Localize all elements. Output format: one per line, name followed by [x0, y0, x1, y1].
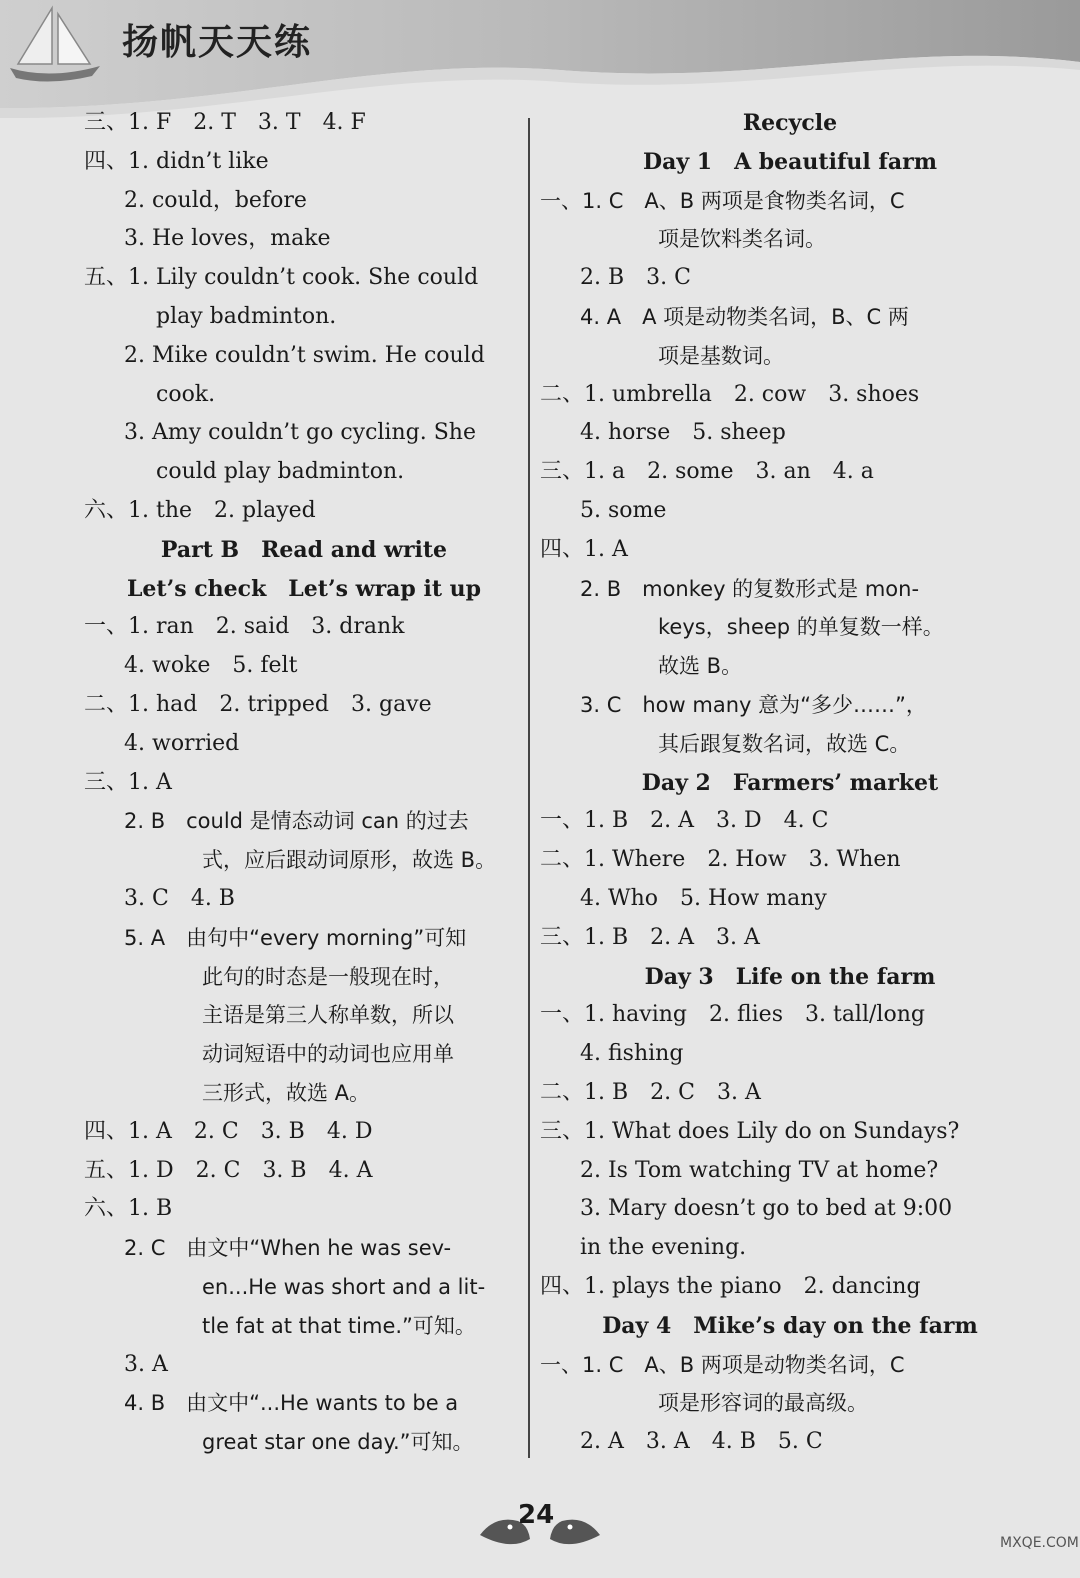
answer-line: 主语是第三人称单数，所以 — [202, 1003, 454, 1028]
answer-line: 此句的时态是一般现在时， — [202, 964, 454, 989]
answer-line: 2. Is Tom watching TV at home? — [580, 1157, 939, 1183]
right-column — [540, 104, 1040, 1462]
answer-line: 项是基数词。 — [658, 343, 784, 368]
answer-line: 3. Mary doesn’t go to bed at 9:00 — [580, 1196, 953, 1222]
answer-line: 5. A 由句中“every morning”可知 — [124, 925, 467, 950]
section-heading: Day 1 A beautiful farm — [642, 148, 938, 175]
answer-line: 二、1. Where 2. How 3. When — [540, 847, 901, 873]
answer-line: 三、1. What does Lily do on Sundays? — [540, 1118, 960, 1144]
answer-line: 5. some — [580, 497, 667, 523]
answer-line: 五、1. Lily couldn’t cook. She could — [84, 265, 479, 291]
answer-line: 4. fishing — [580, 1041, 684, 1067]
answer-line: 六、1. the 2. played — [84, 497, 316, 523]
site-watermark: MXQE.COM — [1000, 1535, 1079, 1551]
answer-line: 4. woke 5. felt — [124, 653, 298, 679]
answer-line: could play badminton. — [156, 459, 405, 485]
column-divider — [528, 118, 530, 1458]
page-header — [0, 0, 1080, 118]
answer-line: 四、1. plays the piano 2. dancing — [540, 1273, 921, 1299]
answer-line: 2. Mike couldn’t swim. He could — [124, 342, 485, 368]
answer-line: 三、1. B 2. A 3. A — [540, 924, 760, 950]
section-heading: Day 2 Farmers’ market — [641, 769, 939, 796]
answer-line: cook. — [156, 381, 216, 407]
page-number: 24 — [518, 1500, 555, 1530]
answer-line: keys，sheep 的单复数一样。 — [658, 615, 944, 640]
answer-line: great star one day.”可知。 — [202, 1430, 474, 1455]
answer-line: 六、1. B — [84, 1196, 173, 1222]
answer-line: 一、1. B 2. A 3. D 4. C — [540, 808, 829, 834]
answer-line: 其后跟复数名词，故选 C。 — [658, 731, 911, 756]
answer-line: 一、1. ran 2. said 3. drank — [84, 614, 405, 640]
answer-line: 2. could，before — [124, 187, 307, 213]
answer-line: 三、1. a 2. some 3. an 4. a — [540, 459, 874, 485]
answer-line: 4. B 由文中“...He wants to be a — [124, 1391, 459, 1416]
answer-line: 项是饮料类名词。 — [658, 227, 826, 252]
answer-line: 四、1. A — [540, 536, 628, 562]
answer-line: 二、1. B 2. C 3. A — [540, 1079, 761, 1105]
answer-line: 4. horse 5. sheep — [580, 420, 786, 446]
answer-line: 3. A — [124, 1351, 168, 1377]
answer-line: play badminton. — [156, 303, 337, 329]
answer-line: in the evening. — [580, 1235, 747, 1261]
answer-line: 一、1. C A、B 两项是动物类名词，C — [540, 1352, 905, 1377]
answer-line: 式，应后跟动词原形，故选 B。 — [202, 848, 497, 873]
answer-line: 一、1. having 2. flies 3. tall/long — [540, 1002, 925, 1028]
answer-line: 2. B 3. C — [580, 265, 691, 291]
answer-line: 四、1. didn’t like — [84, 148, 269, 174]
answer-line: 3. C 4. B — [124, 885, 235, 911]
left-column — [84, 104, 524, 1462]
answer-line: en...He was short and a lit- — [202, 1274, 486, 1299]
answer-line: 四、1. A 2. C 3. B 4. D — [84, 1118, 373, 1144]
book-title: 扬帆天天练 — [122, 22, 313, 63]
answer-line: 3. Amy couldn’t go cycling. She — [124, 420, 476, 446]
answer-line: 3. He loves，make — [124, 226, 331, 252]
answer-line: 一、1. C A、B 两项是食物类名词，C — [540, 188, 905, 213]
answer-line: 故选 B。 — [658, 654, 743, 679]
answer-line: 项是形容词的最高级。 — [658, 1391, 868, 1416]
section-heading: Part B Read and write — [160, 536, 448, 563]
answer-line: 2. A 3. A 4. B 5. C — [580, 1429, 823, 1455]
answer-line: 4. A A 项是动物类名词，B、C 两 — [580, 304, 909, 329]
answer-line: tle fat at that time.”可知。 — [202, 1313, 476, 1338]
answer-line: 4. Who 5. How many — [580, 885, 827, 911]
answer-line: 五、1. D 2. C 3. B 4. A — [84, 1157, 373, 1183]
section-heading: Let’s check Let’s wrap it up — [126, 575, 482, 602]
section-heading: Day 4 Mike’s day on the farm — [602, 1312, 978, 1339]
answer-line: 动词短语中的动词也应用单 — [202, 1042, 454, 1067]
section-heading: Recycle — [742, 110, 838, 136]
answer-line: 2. B monkey 的复数形式是 mon- — [580, 576, 920, 601]
answer-line: 2. B could 是情态动词 can 的过去 — [124, 809, 469, 834]
answer-line: 三、1. F 2. T 3. T 4. F — [84, 110, 366, 135]
answer-line: 二、1. had 2. tripped 3. gave — [84, 691, 432, 717]
answer-line: 4. worried — [124, 730, 240, 756]
answer-line: 三、1. A — [84, 769, 172, 795]
section-heading: Day 3 Life on the farm — [644, 963, 936, 990]
answer-line: 2. C 由文中“When he was sev- — [124, 1236, 452, 1261]
answer-line: 三形式，故选 A。 — [202, 1080, 371, 1105]
answer-line: 二、1. umbrella 2. cow 3. shoes — [540, 381, 920, 407]
answer-line: 3. C how many 意为“多少……”， — [580, 692, 927, 717]
